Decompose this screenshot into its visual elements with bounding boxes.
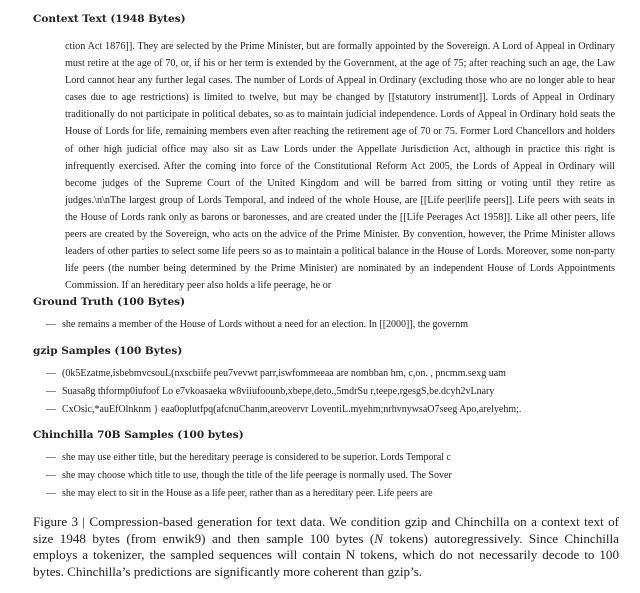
chinchilla-sample [46,470,626,481]
chinchilla-sample [46,452,626,463]
dash: — [46,386,56,397]
dash: — [46,368,56,379]
figure-caption [33,514,619,581]
chinchilla-sample [46,488,626,499]
caption-italic: N [374,530,383,546]
chinchilla-title: Chinchilla 70B Samples (100 bytes) [33,429,244,441]
sample-text: (0k5Ezatme,isbebmvcsouL(nxscbiife peu7vevwt parr,iswfommeeaa are nombban hm, c,on. , pncmm.sexg uam [62,368,506,379]
caption-label: Figure 3 | [33,514,90,529]
context-text: ction Act 1876]]. They are selected by the Prime Minister, but are formally appointed by the Sovereign. A Lord of Appeal in Ordinary must retire at the age of 70, or, if his or her term is extended by the Government, at the age of 75; after reaching such an age, the Law Lord cannot hear any further legal cases. The number of Lords of Appeal in Ordinary (excluding those who are no longer able to hear cases due to age restrictions) is limited to twelve, but may be changed by [[statutory instrument]]. Lords of Appeal in Ordinary traditionally do not participate in political debates, so as to maintain judicial independence. Lords of Appeal in Ordinary hold seats the House of Lords for life, remaining members even after reaching the retirement age of 70 or 75. Former Lord Chancellors and holders of other high judicial office may also sit as Law Lords under the Appellate Jurisdiction Act, although in practice this right is infrequently exercised. After the coming into force of the Constitutional Reform Act 2005, the Lords of Appeal in Ordinary will become judges of the Supreme Court of the United Kingdom and will be barred from sitting or voting until they retire as judges.\n\nThe largest group of Lords Temporal, and indeed of the whole House, are [[Life peer|life peers]]. Life peers with seats in the House of Lords rank only as barons or baronesses, and are created under the [[Life Peerages Act 1958]]. Like all other peers, life peers are created by the Sovereign, who acts on the advice of the Prime Minister. By convention, however, the Prime Minister allows leaders of other parties to select some life peers so as to maintain a political balance in the House of Lords. Moreover, some non-party life peers (the number being determined by the Prime Minister) are nominated by an independent House of Lords Appointments Commission. If an hereditary peer also holds a life peerage, he or [65,41,615,292]
ground-truth-sample [46,319,626,330]
sample-text: Suasa8g thformp0iufoof Lo e7vkoasaeka w8viiufoounb,xbepe,deto.,5mdrSu r,teepe,rgesgS,be.dcyh2vLnary [62,386,495,397]
dash: — [46,319,56,330]
sample-text: she remains a member of the House of Lords without a need for an election. In [[2000]], the governm [62,319,468,330]
dash: — [46,470,56,481]
context-text-block [65,38,615,294]
dash: — [46,488,56,499]
ground-truth-title: Ground Truth (100 Bytes) [33,296,186,308]
sample-text: CxOsic,*auEfOlnknm } eaa0oplutfpq(afcnuChanm,areovervr LoventiL.myehm;nrhvnywsaO7seeg Apo,arelyehm;. [62,404,522,415]
dash: — [46,452,56,463]
sample-text: she may choose which title to use, though the title of the life peerage is normally used. The Sover [62,470,452,481]
dash: — [46,404,56,415]
gzip-sample [46,404,626,415]
gzip-title: gzip Samples (100 Bytes) [33,345,183,357]
sample-text: she may use either title, but the hereditary peerage is considered to be superior. Lords Temporal c [62,452,451,463]
context-title: Context Text (1948 Bytes) [33,13,186,25]
caption-text-after: tokens) autoregressively. Since Chinchilla employs a tokenizer, the sampled sequences will contain N tokens, which do not necessarily decode to 100 bytes. Chinchilla’s predictions are significantly more coherent than gzip’s. [33,530,619,580]
gzip-sample [46,386,626,397]
sample-text: she may elect to sit in the House as a life peer, rather than as a hereditary peer. Life peers are [62,488,433,499]
caption-text: Compression-based generation for text data. We condition gzip and Chinchilla on a context text of size 1948 bytes (from enwik9) and then sample 100 bytes ( [33,514,619,546]
gzip-sample [46,368,626,379]
